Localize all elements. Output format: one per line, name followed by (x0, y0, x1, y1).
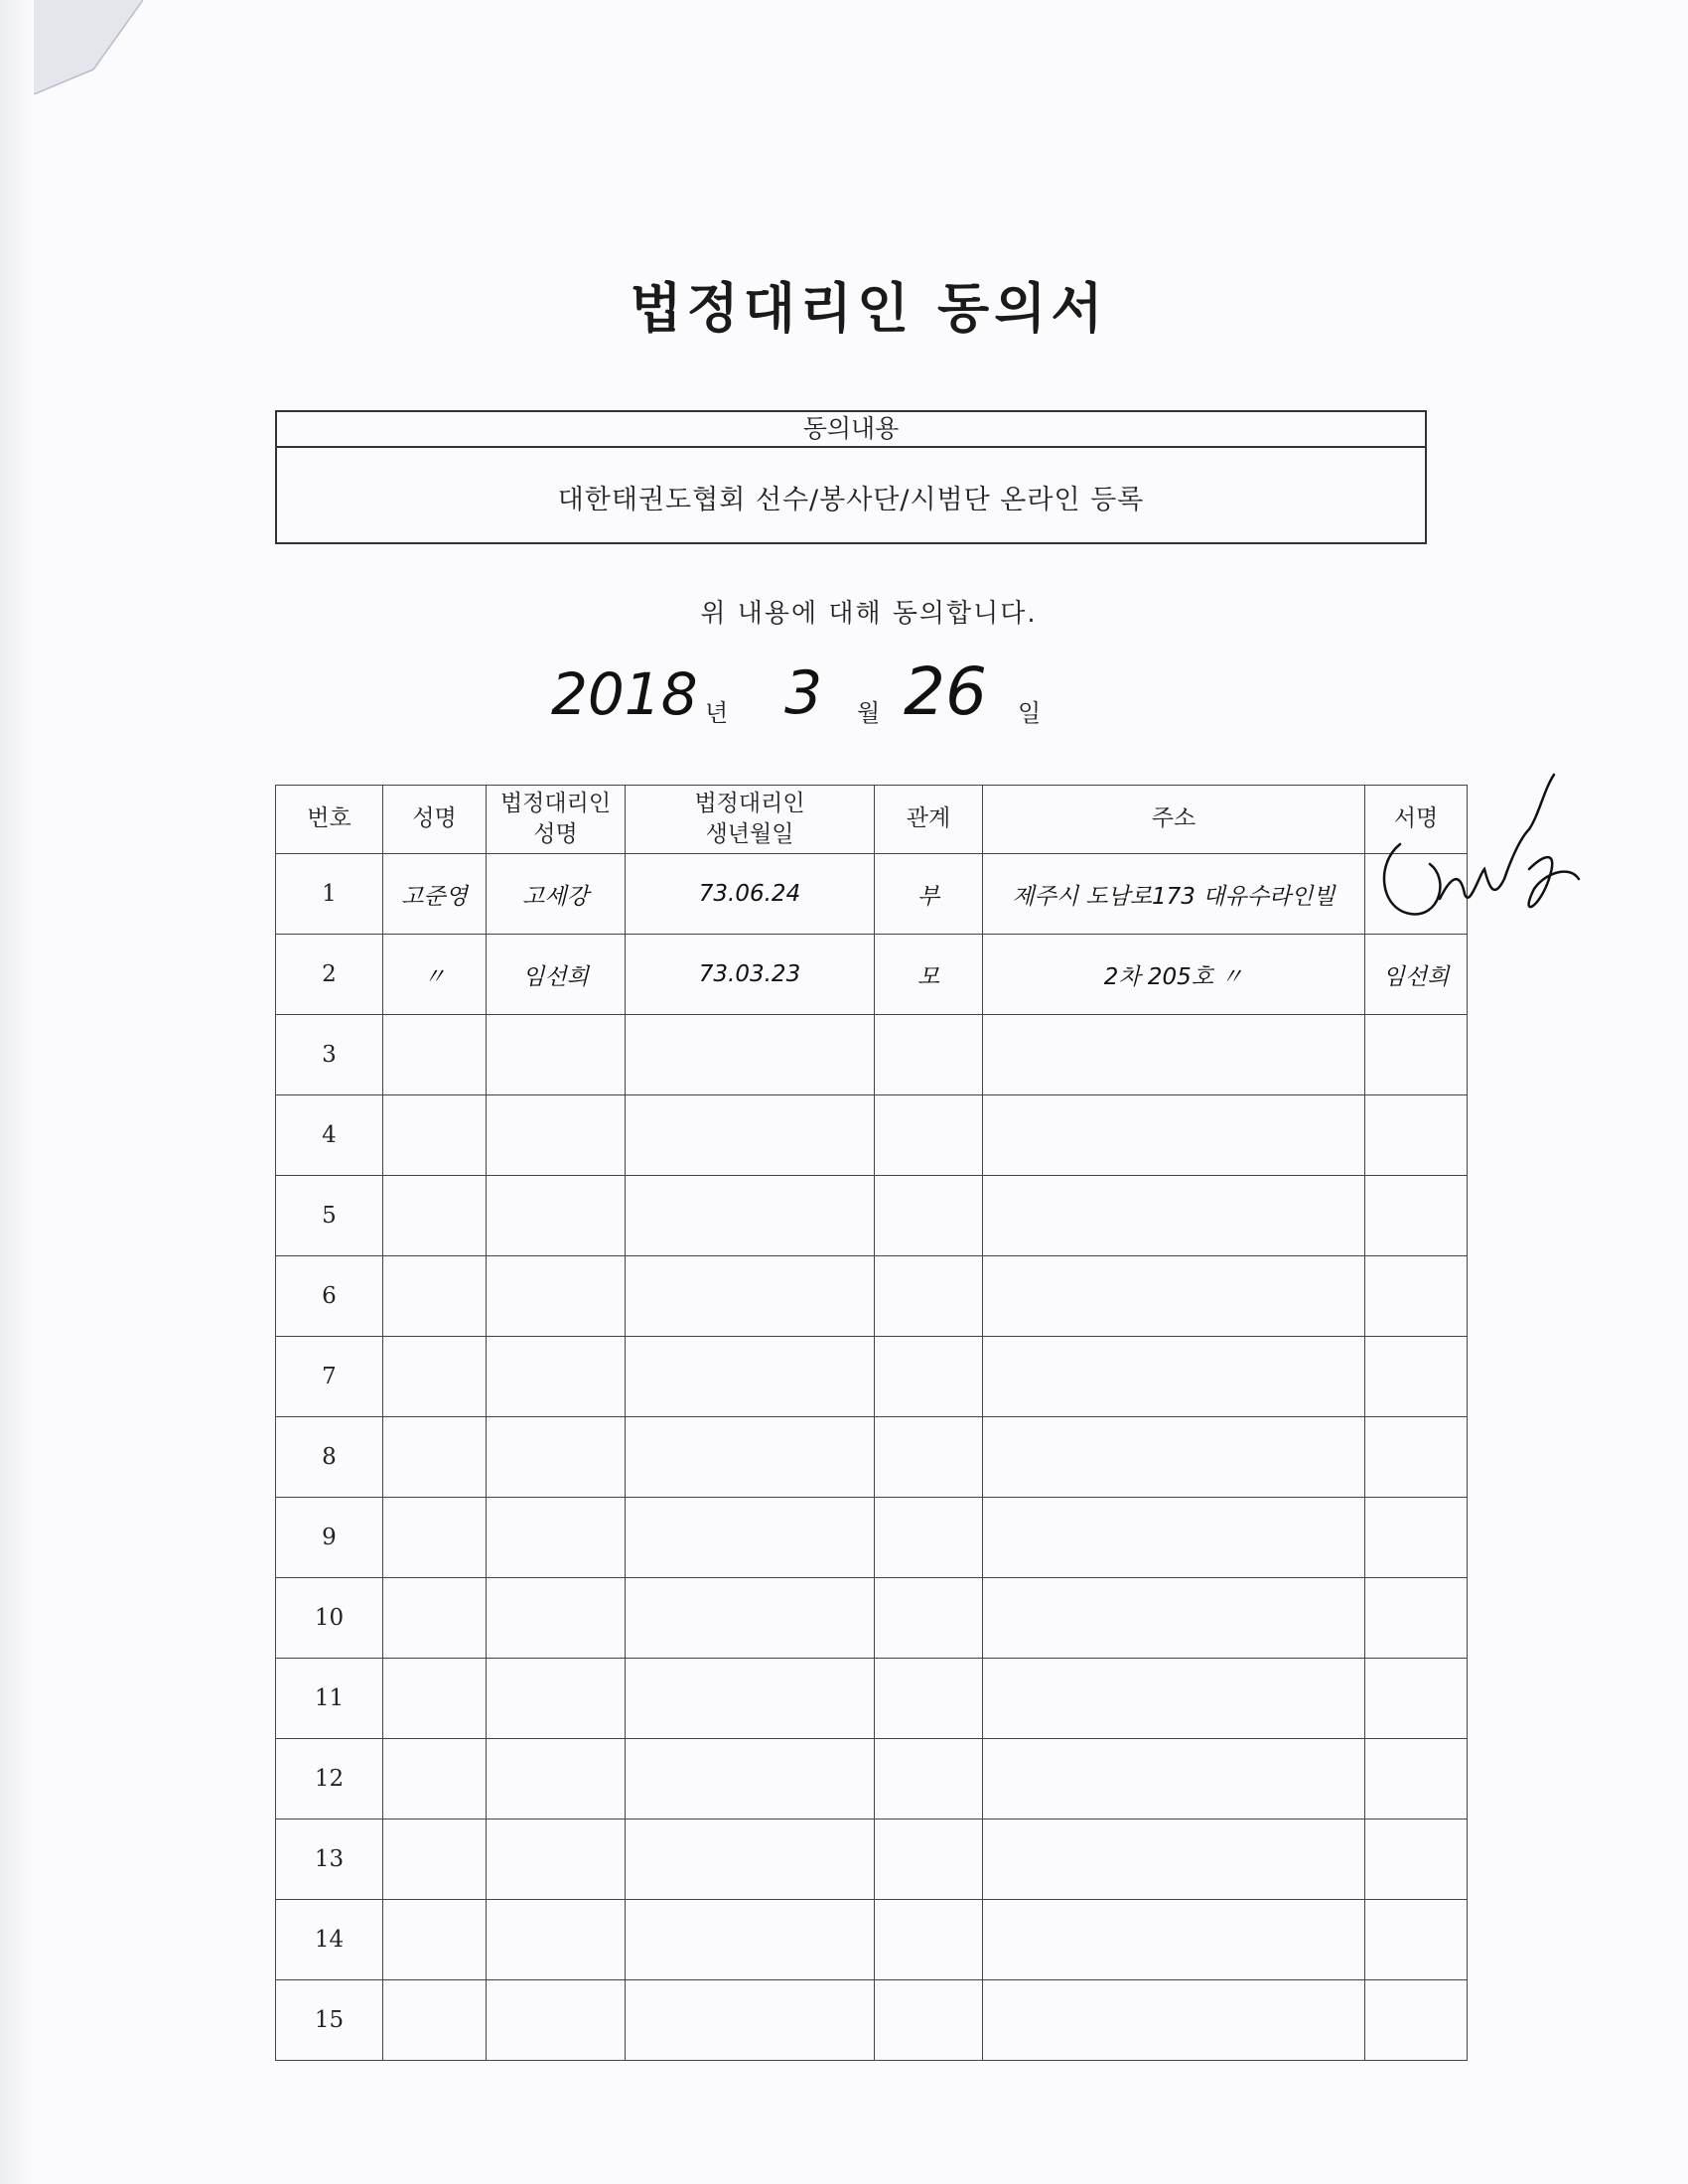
cell-signature (1365, 1256, 1468, 1337)
table-row (276, 854, 1468, 935)
header-guardian-name (487, 786, 626, 854)
consent-content: 대한태권도협회 선수/봉사단/시범단 온라인 등록 (557, 485, 1145, 515)
cell-address (983, 1176, 1365, 1256)
cell-name (383, 1578, 487, 1659)
header-signature: 서명 (1365, 786, 1468, 854)
header-address: 주소 (983, 786, 1365, 854)
folded-corner (34, 0, 143, 94)
table-row (276, 1256, 1468, 1337)
cell-guardian-name (487, 1739, 626, 1820)
cell-number: 11 (276, 1659, 383, 1739)
table-row (276, 1498, 1468, 1578)
consent-header: 동의내용 (277, 412, 1425, 448)
header-number: 번호 (276, 786, 383, 854)
cell-name (383, 1015, 487, 1095)
cell-guardian-birth (626, 1739, 875, 1820)
cell-number: 6 (276, 1256, 383, 1337)
cell-signature (1365, 1820, 1468, 1900)
cell-signature (1365, 1417, 1468, 1498)
cell-address: 2차 205호 〃 (983, 935, 1365, 1015)
cell-signature: 임선희 (1365, 935, 1468, 1015)
cell-name (383, 1095, 487, 1176)
cell-relation (875, 1739, 983, 1820)
table-row (276, 1417, 1468, 1498)
cell-relation (875, 1659, 983, 1739)
cell-address (983, 1659, 1365, 1739)
cell-guardian-birth (626, 1980, 875, 2061)
cell-signature (1365, 1498, 1468, 1578)
cell-relation (875, 1980, 983, 2061)
table-row (276, 1176, 1468, 1256)
table-row (276, 1095, 1468, 1176)
table-row (276, 935, 1468, 1015)
cell-number: 9 (276, 1498, 383, 1578)
cell-signature (1365, 1980, 1468, 2061)
cell-guardian-name (487, 1900, 626, 1980)
cell-address (983, 1015, 1365, 1095)
cell-relation (875, 1176, 983, 1256)
cell-guardian-name (487, 1578, 626, 1659)
cell-relation (875, 1337, 983, 1417)
date-month: 3 (784, 658, 823, 728)
cell-guardian-name (487, 1337, 626, 1417)
cell-guardian-name: 임선희 (487, 935, 626, 1015)
cell-guardian-birth (626, 1417, 875, 1498)
cell-address (983, 1980, 1365, 2061)
cell-address (983, 1256, 1365, 1337)
cell-name (383, 1337, 487, 1417)
cell-number: 14 (276, 1900, 383, 1980)
cell-name (383, 1739, 487, 1820)
cell-name (383, 1256, 487, 1337)
table-row (276, 1900, 1468, 1980)
cell-number: 4 (276, 1095, 383, 1176)
date-month-label: 월 (857, 699, 881, 727)
cell-address (983, 1900, 1365, 1980)
table-row (276, 1659, 1468, 1739)
cell-name (383, 1498, 487, 1578)
cell-guardian-birth (626, 1498, 875, 1578)
header-guardian-birth (626, 786, 875, 854)
cell-guardian-name (487, 1980, 626, 2061)
table-row (276, 1980, 1468, 2061)
cell-relation (875, 1256, 983, 1337)
cell-address (983, 1498, 1365, 1578)
table-row (276, 1820, 1468, 1900)
cell-relation (875, 1578, 983, 1659)
cell-address (983, 1095, 1365, 1176)
cell-number: 15 (276, 1980, 383, 2061)
cell-guardian-birth (626, 1337, 875, 1417)
table-row (276, 1739, 1468, 1820)
cell-guardian-birth: 73.03.23 (626, 935, 875, 1015)
cell-name (383, 1820, 487, 1900)
cell-relation: 모 (875, 935, 983, 1015)
cell-number: 12 (276, 1739, 383, 1820)
cell-number: 10 (276, 1578, 383, 1659)
handwritten-signature-1 (1370, 770, 1599, 939)
cell-guardian-birth (626, 1015, 875, 1095)
cell-guardian-birth (626, 1176, 875, 1256)
cell-guardian-name (487, 1820, 626, 1900)
header-name: 성명 (383, 786, 487, 854)
consent-box (275, 410, 1427, 544)
cell-guardian-name (487, 1498, 626, 1578)
cell-signature (1365, 1578, 1468, 1659)
cell-signature (1365, 1739, 1468, 1820)
cell-signature (1365, 1176, 1468, 1256)
header-guardian-name-line2: 성명 (533, 821, 578, 847)
cell-guardian-name (487, 1095, 626, 1176)
cell-guardian-name (487, 1659, 626, 1739)
cell-relation (875, 1900, 983, 1980)
cell-address: 제주시 도남로173 대유수라인빌 (983, 854, 1365, 935)
cell-relation (875, 1498, 983, 1578)
cell-guardian-birth (626, 1256, 875, 1337)
cell-signature (1365, 1015, 1468, 1095)
cell-relation (875, 1820, 983, 1900)
cell-guardian-name (487, 1015, 626, 1095)
document-title: 법정대리인 동의서 (630, 277, 1108, 340)
cell-number: 2 (276, 935, 383, 1015)
cell-address (983, 1739, 1365, 1820)
cell-guardian-birth (626, 1900, 875, 1980)
date-year: 2018 (551, 660, 698, 728)
header-relation: 관계 (875, 786, 983, 854)
cell-guardian-birth (626, 1820, 875, 1900)
cell-number: 1 (276, 854, 383, 935)
cell-relation (875, 1095, 983, 1176)
table-header-row (276, 786, 1468, 854)
table-row (276, 1015, 1468, 1095)
header-guardian-birth-line1: 법정대리인 (694, 790, 805, 816)
header-guardian-birth-line2: 생년월일 (705, 821, 794, 847)
table-row (276, 1337, 1468, 1417)
cell-name (383, 1659, 487, 1739)
cell-number: 3 (276, 1015, 383, 1095)
cell-guardian-birth (626, 1578, 875, 1659)
cell-guardian-name (487, 1176, 626, 1256)
cell-relation (875, 1015, 983, 1095)
date-day-label: 일 (1018, 699, 1042, 727)
date-day: 26 (904, 654, 987, 730)
cell-relation: 부 (875, 854, 983, 935)
cell-guardian-name (487, 1417, 626, 1498)
cell-address (983, 1417, 1365, 1498)
date-year-label: 년 (705, 699, 729, 727)
cell-name (383, 1980, 487, 2061)
cell-signature (1365, 1095, 1468, 1176)
cell-name (383, 1417, 487, 1498)
cell-guardian-birth (626, 1095, 875, 1176)
cell-name (383, 1900, 487, 1980)
cell-number: 13 (276, 1820, 383, 1900)
cell-guardian-birth (626, 1659, 875, 1739)
cell-name: 고준영 (383, 854, 487, 935)
guardian-registration-table (275, 785, 1468, 2061)
date-line (536, 655, 1092, 735)
cell-signature (1365, 1337, 1468, 1417)
cell-address (983, 1820, 1365, 1900)
cell-address (983, 1337, 1365, 1417)
cell-guardian-name: 고세강 (487, 854, 626, 935)
cell-name: 〃 (383, 935, 487, 1015)
cell-guardian-name (487, 1256, 626, 1337)
cell-number: 8 (276, 1417, 383, 1498)
cell-name (383, 1176, 487, 1256)
agreement-statement: 위 내용에 대해 동의합니다. (700, 599, 1038, 629)
cell-signature (1365, 1659, 1468, 1739)
cell-signature (1365, 1900, 1468, 1980)
cell-guardian-birth: 73.06.24 (626, 854, 875, 935)
cell-relation (875, 1417, 983, 1498)
cell-number: 5 (276, 1176, 383, 1256)
cell-address (983, 1578, 1365, 1659)
header-guardian-name-line1: 법정대리인 (499, 790, 612, 816)
cell-number: 7 (276, 1337, 383, 1417)
table-row (276, 1578, 1468, 1659)
